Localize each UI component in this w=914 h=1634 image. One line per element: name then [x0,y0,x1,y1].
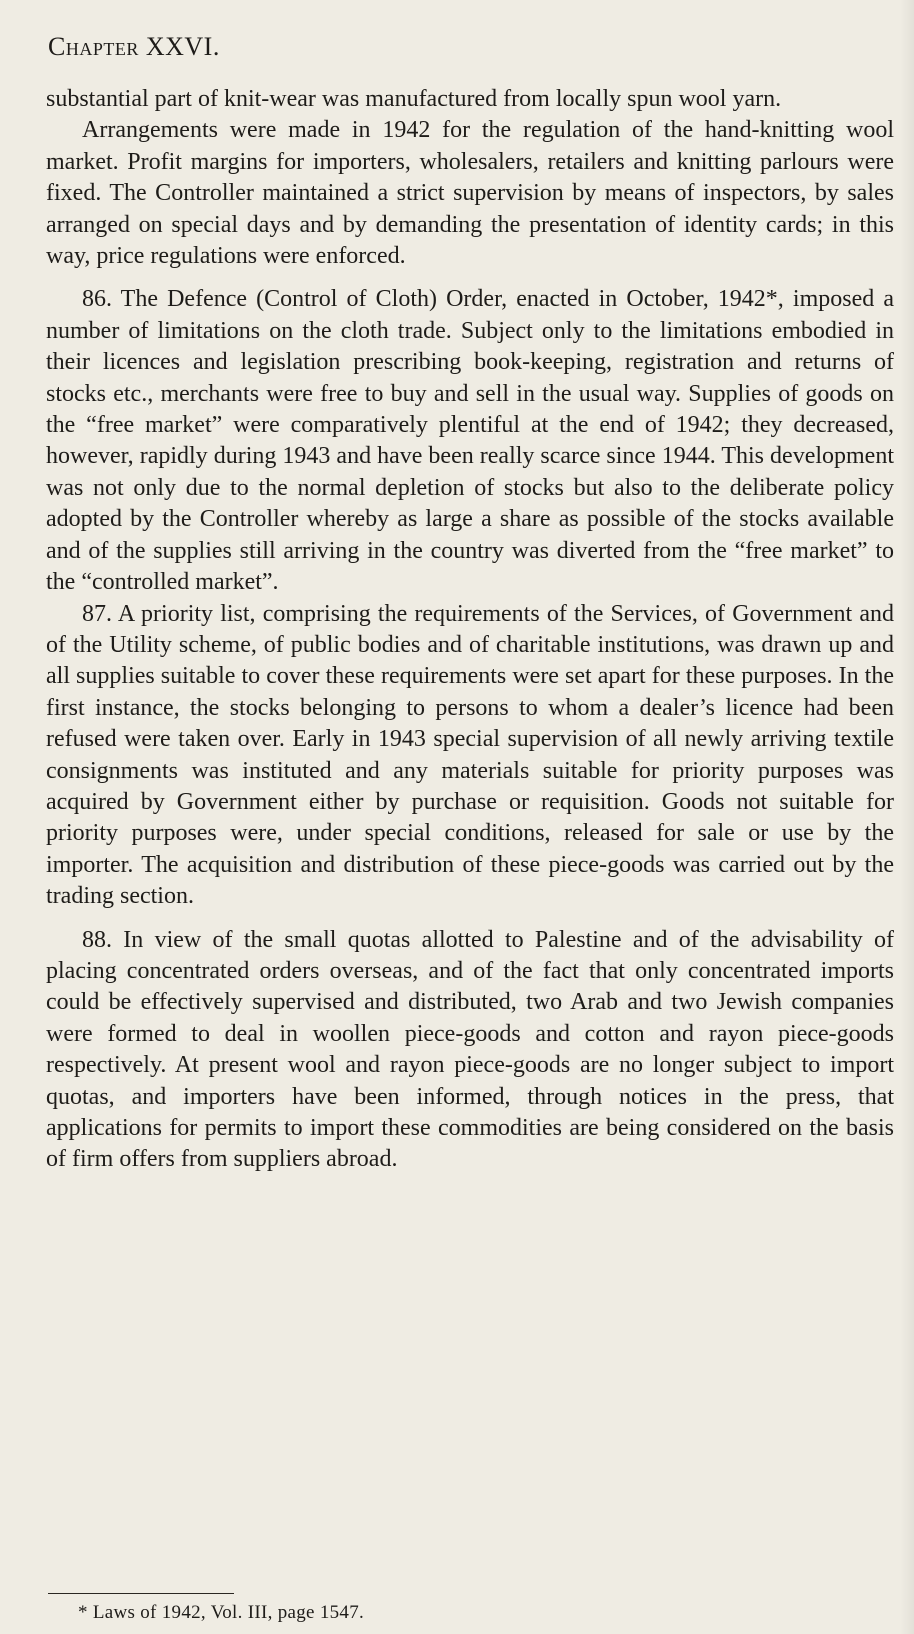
paragraph-arrangements: Arrangements were made in 1942 for the regulation of the hand-knitting wool market. Profit margins for importers, wholesalers, retailers and knitting parlours were fixed. The Controller maintained a strict supervision by means of inspectors, by sales arranged on special days and by demanding the presentation of identity cards; in this way, price regulations were enforced. [46,117,894,270]
paragraph-87: 87. A priority list, comprising the requirements of the Services, of Government and of the Utility scheme, of public bodies and of charitable institutions, was drawn up and all supplies suitable to cover these requirements were set apart for these purposes. In the first instance, the stocks belonging to persons to whom a dealer’s licence had been refused were taken over. Early in 1943 special supervision of all newly arriving textile consignments was instituted and any materials suitable for priority purposes was acquired by Government either by purchase or requisition. Goods not suitable for priority purposes were, under special conditions, released for sale or use by the importer. The acquisition and distribution of these piece-goods was carried out by the trading section. [46,600,894,910]
footnote-divider [48,1593,234,1594]
footnote: * Laws of 1942, Vol. III, page 1547. [78,1602,365,1623]
body-text [46,84,894,1176]
paragraph-continued: substantial part of knit-wear was manufactured from locally spun wool yarn. [46,86,782,112]
page-edge-shadow [900,0,914,1634]
paragraph-86: 86. The Defence (Control of Cloth) Order, enacted in October, 1942*, imposed a number of limitations on the cloth trade. Subject only to the limitations embodied in their licences and legislation prescribing book-keeping, registration and returns of stocks etc., merchants were free to buy and sell in the usual way. Supplies of goods on the “free market” were comparatively plentiful at the end of 1942; they decreased, however, rapidly during 1943 and have been really scarce since 1944. This development was not only due to the normal depletion of stocks but also to the deliberate policy adopted by the Controller whereby as large a share as possible of the stocks available and of the supplies still arriving in the country was diverted from the “free market” to the “controlled market”. [46,286,894,596]
chapter-heading: Chapter XXVI. [48,32,220,61]
paragraph-88: 88. In view of the small quotas allotted to Palestine and of the advisability of placing concentrated orders overseas, and of the fact that only concentrated imports could be effectively supervised and distributed, two Arab and two Jewish companies were formed to deal in woollen piece-goods and cotton and rayon piece-goods respectively. At present wool and rayon piece-goods are no longer subject to import quotas, and importers have been informed, through notices in the press, that applications for permits to import these commodities are being considered on the basis of firm offers from suppliers abroad. [46,926,894,1173]
